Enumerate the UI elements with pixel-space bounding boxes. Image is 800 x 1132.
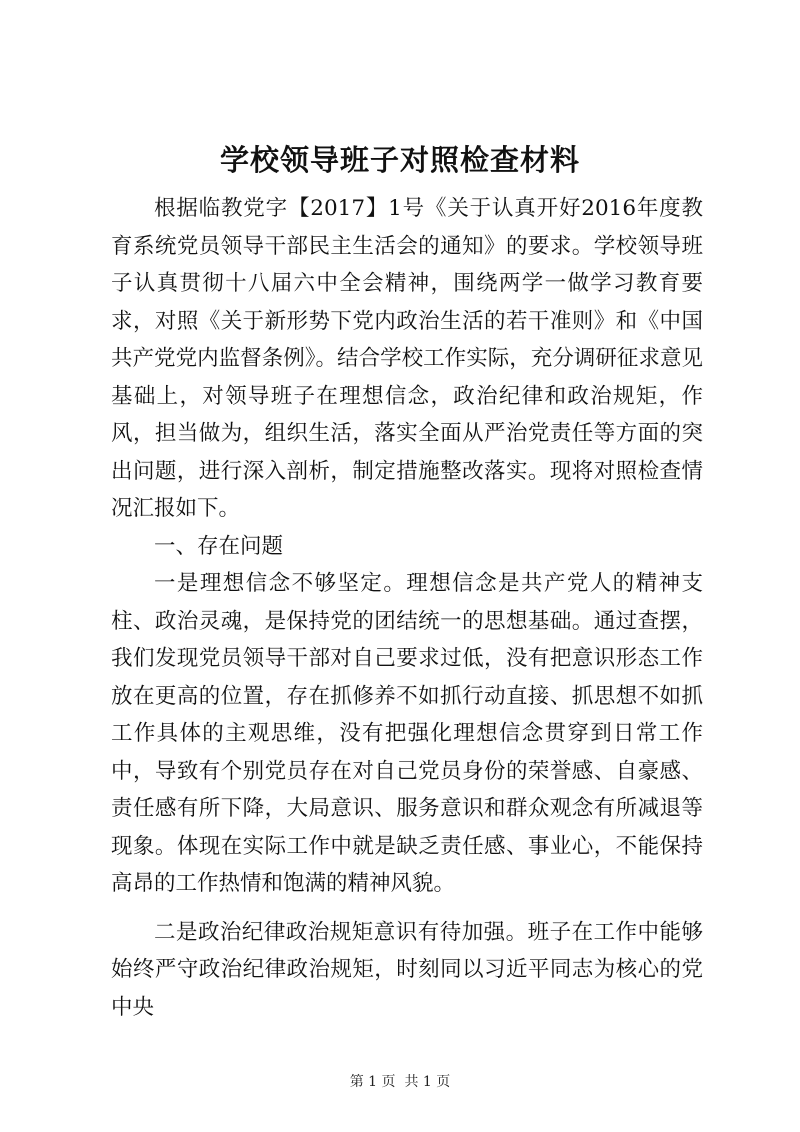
section-heading-problems: 一、存在问题 — [154, 533, 284, 559]
page-footer — [0, 1072, 800, 1092]
intro-paragraph: 根据临教党字【2017】1号《关于认真开好2016年度教育系统党员领导干部民主生活会的通知》的要求。学校领导班子认真贯彻十八届六中全会精神，围绕两学一做学习教育要求，对照《关于新形势下党内政治生活的若干准则》和《中国共产党党内监督条例》。结合学校工作实际，充分调研征求意见基础上，对领导班子在理想信念，政治纪律和政治规矩，作风，担当做为，组织生活，落实全面从严治党责任等方面的突出问题，进行深入剖析，制定措施整改落实。现将对照检查情况汇报如下。 — [111, 196, 703, 521]
document-body — [111, 190, 703, 1026]
problem-paragraph-1: 一是理想信念不够坚定。理想信念是共产党人的精神支柱、政治灵魂，是保持党的团结统一的思想基础。通过查摆，我们发现党员领导干部对自己要求过低，没有把意识形态工作放在更高的位置，存在抓修养不如抓行动直接、抓思想不如抓工作具体的主观思维，没有把强化理想信念贯穿到日常工作中，导致有个别党员存在对自己党员身份的荣誉感、自豪感、责任感有所下降，大局意识、服务意识和群众观念有所减退等现象。体现在实际工作中就是缺乏责任感、事业心，不能保持高昂的工作热情和饱满的精神风貌。 — [111, 571, 703, 896]
document-title: 学校领导班子对照检查材料 — [219, 143, 580, 177]
page-number-label: 第 1 页 共 1 页 — [349, 1074, 451, 1090]
problem-paragraph-2: 二是政治纪律政治规矩意识有待加强。班子在工作中能够始终严守政治纪律政治规矩，时刻同以习近平同志为核心的党中央 — [111, 919, 703, 1020]
